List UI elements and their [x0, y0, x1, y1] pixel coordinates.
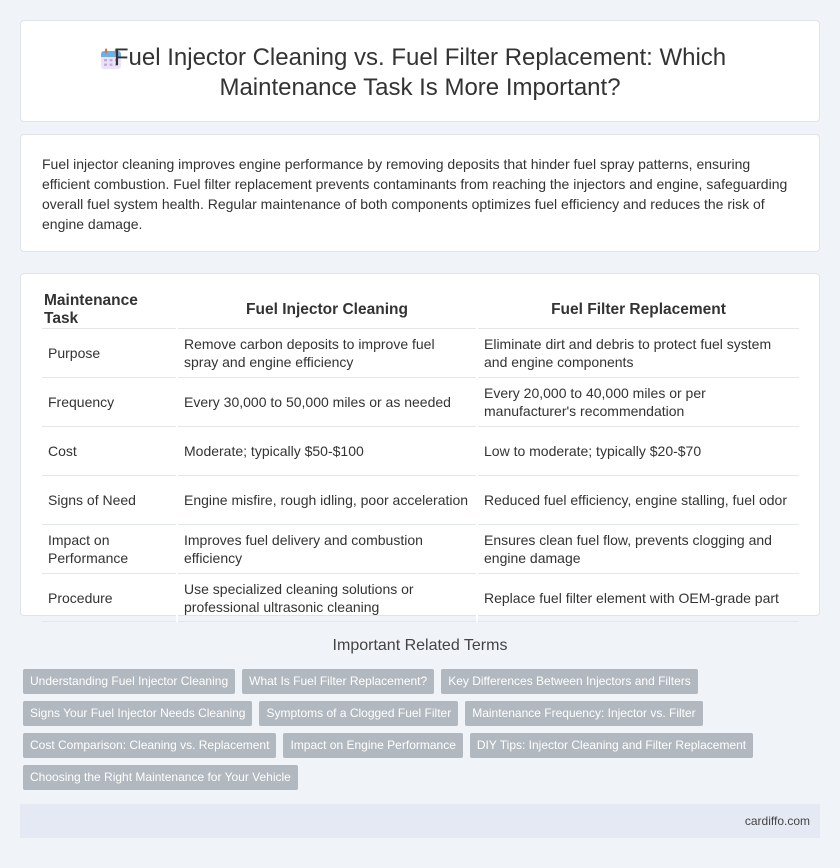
filter-cell: Reduced fuel efficiency, engine stalling, fuel odor: [477, 476, 799, 525]
row-label: Procedure: [42, 574, 177, 622]
intro-card: [20, 134, 820, 252]
related-term-tag[interactable]: Key Differences Between Injectors and Filters: [441, 669, 698, 694]
comparison-table-card: [20, 273, 820, 616]
filter-cell: Replace fuel filter element with OEM-grade part: [477, 574, 799, 622]
filter-cell: Low to moderate; typically $20-$70: [477, 427, 799, 476]
table-header-row: [42, 292, 799, 329]
table-row: [42, 574, 799, 622]
filter-cell: Eliminate dirt and debris to protect fuel system and engine components: [477, 329, 799, 378]
header-fuel-filter-replacement: Fuel Filter Replacement: [477, 292, 799, 329]
related-term-tag[interactable]: Choosing the Right Maintenance for Your Vehicle: [23, 765, 298, 790]
related-term-tag[interactable]: Impact on Engine Performance: [283, 733, 462, 758]
related-terms-list: [23, 669, 813, 790]
injector-cell: Engine misfire, rough idling, poor acceleration: [177, 476, 477, 525]
footer: [20, 804, 820, 838]
injector-cell: Remove carbon deposits to improve fuel spray and engine efficiency: [177, 329, 477, 378]
row-label: Frequency: [42, 378, 177, 427]
related-term-tag[interactable]: Maintenance Frequency: Injector vs. Filter: [465, 701, 702, 726]
header-maintenance-task: Maintenance Task: [42, 292, 177, 329]
row-label: Cost: [42, 427, 177, 476]
table-row: [42, 476, 799, 525]
injector-cell: Use specialized cleaning solutions or professional ultrasonic cleaning: [177, 574, 477, 622]
related-term-tag[interactable]: Signs Your Fuel Injector Needs Cleaning: [23, 701, 252, 726]
related-term-tag[interactable]: Cost Comparison: Cleaning vs. Replacement: [23, 733, 276, 758]
injector-cell: Moderate; typically $50-$100: [177, 427, 477, 476]
row-label: Signs of Need: [42, 476, 177, 525]
table-row: [42, 427, 799, 476]
table-row: [42, 525, 799, 574]
intro-paragraph: Fuel injector cleaning improves engine performance by removing deposits that hinder fuel spray patterns, ensuring efficient combustion. Fuel filter replacement prevents contaminants from reaching the injectors and engine, safeguarding overall fuel system health. Regular maintenance of both components optimizes fuel efficiency and reduces the risk of engine damage.: [42, 156, 788, 232]
footer-site-link[interactable]: cardiffo.com: [744, 814, 810, 828]
related-term-tag[interactable]: Understanding Fuel Injector Cleaning: [23, 669, 235, 694]
filter-cell: Every 20,000 to 40,000 miles or per manufacturer's recommendation: [477, 378, 799, 427]
table-row: [42, 378, 799, 427]
page-title: Fuel Injector Cleaning vs. Fuel Filter Replacement: Which Maintenance Task Is More Important?: [113, 44, 727, 101]
comparison-table: [42, 292, 799, 622]
row-label: Purpose: [42, 329, 177, 378]
related-term-tag[interactable]: Symptoms of a Clogged Fuel Filter: [259, 701, 458, 726]
related-term-tag[interactable]: What Is Fuel Filter Replacement?: [242, 669, 434, 694]
injector-cell: Improves fuel delivery and combustion efficiency: [177, 525, 477, 574]
row-label: Impact on Performance: [42, 525, 177, 574]
injector-cell: Every 30,000 to 50,000 miles or as needed: [177, 378, 477, 427]
table-row: [42, 329, 799, 378]
related-terms-heading: Important Related Terms: [332, 637, 508, 654]
header-fuel-injector-cleaning: Fuel Injector Cleaning: [177, 292, 477, 329]
title-card: [20, 20, 820, 122]
related-term-tag[interactable]: DIY Tips: Injector Cleaning and Filter Replacement: [470, 733, 753, 758]
filter-cell: Ensures clean fuel flow, prevents clogging and engine damage: [477, 525, 799, 574]
